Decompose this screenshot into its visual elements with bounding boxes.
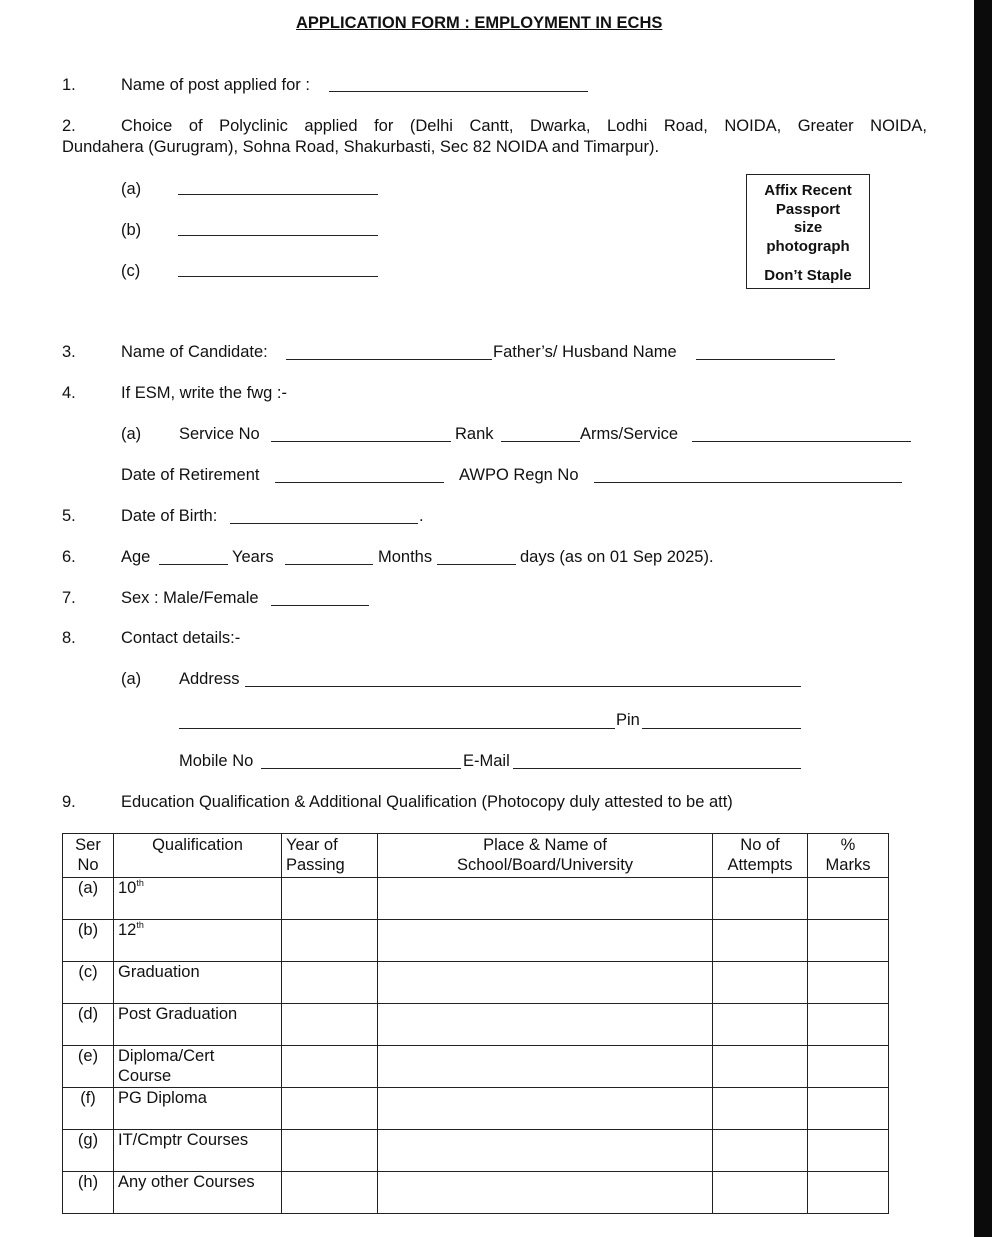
years-input[interactable] — [285, 564, 373, 565]
qualification-cell: 10th — [114, 878, 282, 920]
year-cell[interactable] — [282, 1046, 378, 1088]
ser-cell: (c) — [63, 962, 114, 1004]
table-row — [63, 1088, 889, 1130]
marks-cell[interactable] — [808, 962, 889, 1004]
months-label: Months — [378, 548, 433, 566]
photo-line-4: photograph — [766, 237, 850, 255]
awpo-input[interactable] — [594, 482, 902, 483]
photo-line-1: Affix Recent — [764, 182, 852, 199]
months-input[interactable] — [437, 564, 516, 565]
year-cell[interactable] — [282, 1130, 378, 1172]
photo-line-3: size — [793, 219, 823, 236]
place-cell[interactable] — [378, 878, 713, 920]
place-cell[interactable] — [378, 1088, 713, 1130]
header-qualification: Qualification — [114, 834, 282, 878]
ser-cell: (e) — [63, 1046, 114, 1088]
place-cell[interactable] — [378, 920, 713, 962]
table-row — [63, 1172, 889, 1214]
post-applied-input[interactable] — [329, 91, 588, 92]
age-label: Age — [121, 548, 151, 566]
service-no-label: Service No — [179, 425, 260, 443]
attempts-cell[interactable] — [713, 1004, 808, 1046]
q6-number: 6. — [62, 548, 76, 566]
table-row — [63, 962, 889, 1004]
place-cell[interactable] — [378, 1172, 713, 1214]
email-label: E-Mail — [463, 752, 510, 770]
attempts-cell[interactable] — [713, 1172, 808, 1214]
dob-label: Date of Birth: — [121, 507, 218, 525]
q4-sub-a: (a) — [121, 425, 142, 443]
place-cell[interactable] — [378, 1004, 713, 1046]
q1-label: Name of post applied for : — [121, 76, 310, 94]
table-row — [63, 1046, 889, 1088]
years-label: Years — [232, 548, 274, 566]
candidate-name-label: Name of Candidate: — [121, 343, 268, 361]
address-label: Address — [179, 670, 240, 688]
choice-c-input[interactable] — [178, 276, 378, 277]
ser-cell: (f) — [63, 1088, 114, 1130]
qualification-cell: Any other Courses — [114, 1172, 282, 1214]
service-no-input[interactable] — [271, 441, 451, 442]
choice-b-input[interactable] — [178, 235, 378, 236]
table-row — [63, 878, 889, 920]
rank-label: Rank — [455, 425, 494, 443]
marks-cell[interactable] — [808, 920, 889, 962]
education-table — [62, 833, 889, 1214]
right-edge-bar — [974, 0, 992, 1237]
ser-cell: (g) — [63, 1130, 114, 1172]
header-marks: % Marks — [808, 834, 889, 878]
q2-text-line2: Dundahera (Gurugram), Sohna Road, Shakurbasti, Sec 82 NOIDA and Timarpur). — [62, 138, 660, 156]
mobile-input[interactable] — [261, 768, 461, 769]
retirement-date-label: Date of Retirement — [121, 466, 260, 484]
table-row — [63, 920, 889, 962]
year-cell[interactable] — [282, 920, 378, 962]
header-year-of-passing: Year of Passing — [282, 834, 378, 878]
email-input[interactable] — [513, 768, 801, 769]
marks-cell[interactable] — [808, 1130, 889, 1172]
q2-text-line1: Choice of Polyclinic applied for (Delhi Cantt, Dwarka, Lodhi Road, NOIDA, Greater NOIDA, — [121, 117, 927, 135]
qualification-cell: Diploma/Cert Course — [114, 1046, 282, 1088]
q1-number: 1. — [62, 76, 76, 94]
pin-label: Pin — [616, 711, 640, 729]
q3-number: 3. — [62, 343, 76, 361]
choice-a-input[interactable] — [178, 194, 378, 195]
choice-b-label: (b) — [121, 221, 142, 239]
q8-sub-a: (a) — [121, 670, 142, 688]
rank-input[interactable] — [501, 441, 580, 442]
header-place-name: Place & Name of School/Board/University — [378, 834, 713, 878]
candidate-name-input[interactable] — [286, 359, 492, 360]
qualification-cell: Graduation — [114, 962, 282, 1004]
attempts-cell[interactable] — [713, 1088, 808, 1130]
table-header-row — [63, 834, 889, 878]
ser-cell: (b) — [63, 920, 114, 962]
choice-a-label: (a) — [121, 180, 142, 198]
year-cell[interactable] — [282, 1088, 378, 1130]
education-label: Education Qualification & Additional Qualification (Photocopy duly attested to be att) — [121, 793, 733, 811]
q7-number: 7. — [62, 589, 76, 607]
marks-cell[interactable] — [808, 1088, 889, 1130]
attempts-cell[interactable] — [713, 1046, 808, 1088]
sex-label: Sex : Male/Female — [121, 589, 259, 607]
awpo-label: AWPO Regn No — [459, 466, 579, 484]
photo-box — [746, 174, 870, 289]
ser-cell: (h) — [63, 1172, 114, 1214]
ser-cell: (d) — [63, 1004, 114, 1046]
place-cell[interactable] — [378, 1130, 713, 1172]
dob-dot: . — [419, 507, 424, 525]
attempts-cell[interactable] — [713, 962, 808, 1004]
father-name-input[interactable] — [696, 359, 835, 360]
qualification-cell: PG Diploma — [114, 1088, 282, 1130]
qualification-cell: Post Graduation — [114, 1004, 282, 1046]
address-input-line2[interactable] — [179, 728, 615, 729]
retirement-date-input[interactable] — [275, 482, 444, 483]
arms-service-label: Arms/Service — [580, 425, 679, 443]
dob-input[interactable] — [230, 523, 418, 524]
place-cell[interactable] — [378, 1046, 713, 1088]
address-input-line1[interactable] — [245, 686, 801, 687]
marks-cell[interactable] — [808, 1046, 889, 1088]
q4-number: 4. — [62, 384, 76, 402]
attempts-cell[interactable] — [713, 920, 808, 962]
choice-c-label: (c) — [121, 262, 141, 280]
attempts-cell[interactable] — [713, 878, 808, 920]
header-attempts: No of Attempts — [713, 834, 808, 878]
father-name-label: Father’s/ Husband Name — [493, 343, 677, 361]
days-label: days (as on 01 Sep 2025). — [520, 548, 714, 566]
year-cell[interactable] — [282, 1172, 378, 1214]
photo-note: Don’t Staple — [764, 267, 852, 284]
photo-line-2: Passport — [775, 200, 841, 218]
q8-number: 8. — [62, 629, 76, 647]
ser-cell: (a) — [63, 878, 114, 920]
marks-cell[interactable] — [808, 1004, 889, 1046]
year-cell[interactable] — [282, 962, 378, 1004]
pin-input[interactable] — [642, 728, 801, 729]
arms-service-input[interactable] — [692, 441, 911, 442]
q9-number: 9. — [62, 793, 76, 811]
attempts-cell[interactable] — [713, 1130, 808, 1172]
qualification-cell: 12th — [114, 920, 282, 962]
q4-label: If ESM, write the fwg :- — [121, 384, 287, 402]
marks-cell[interactable] — [808, 878, 889, 920]
contact-details-label: Contact details:- — [121, 629, 241, 647]
mobile-label: Mobile No — [179, 752, 254, 770]
age-input[interactable] — [159, 564, 228, 565]
q5-number: 5. — [62, 507, 76, 525]
page-title: APPLICATION FORM : EMPLOYMENT IN ECHS — [296, 14, 663, 32]
q2-number: 2. — [62, 117, 76, 135]
year-cell[interactable] — [282, 878, 378, 920]
header-ser-no: Ser No — [63, 834, 114, 878]
place-cell[interactable] — [378, 962, 713, 1004]
year-cell[interactable] — [282, 1004, 378, 1046]
marks-cell[interactable] — [808, 1172, 889, 1214]
qualification-cell: IT/Cmptr Courses — [114, 1130, 282, 1172]
table-row — [63, 1130, 889, 1172]
table-row — [63, 1004, 889, 1046]
sex-input[interactable] — [271, 605, 369, 606]
